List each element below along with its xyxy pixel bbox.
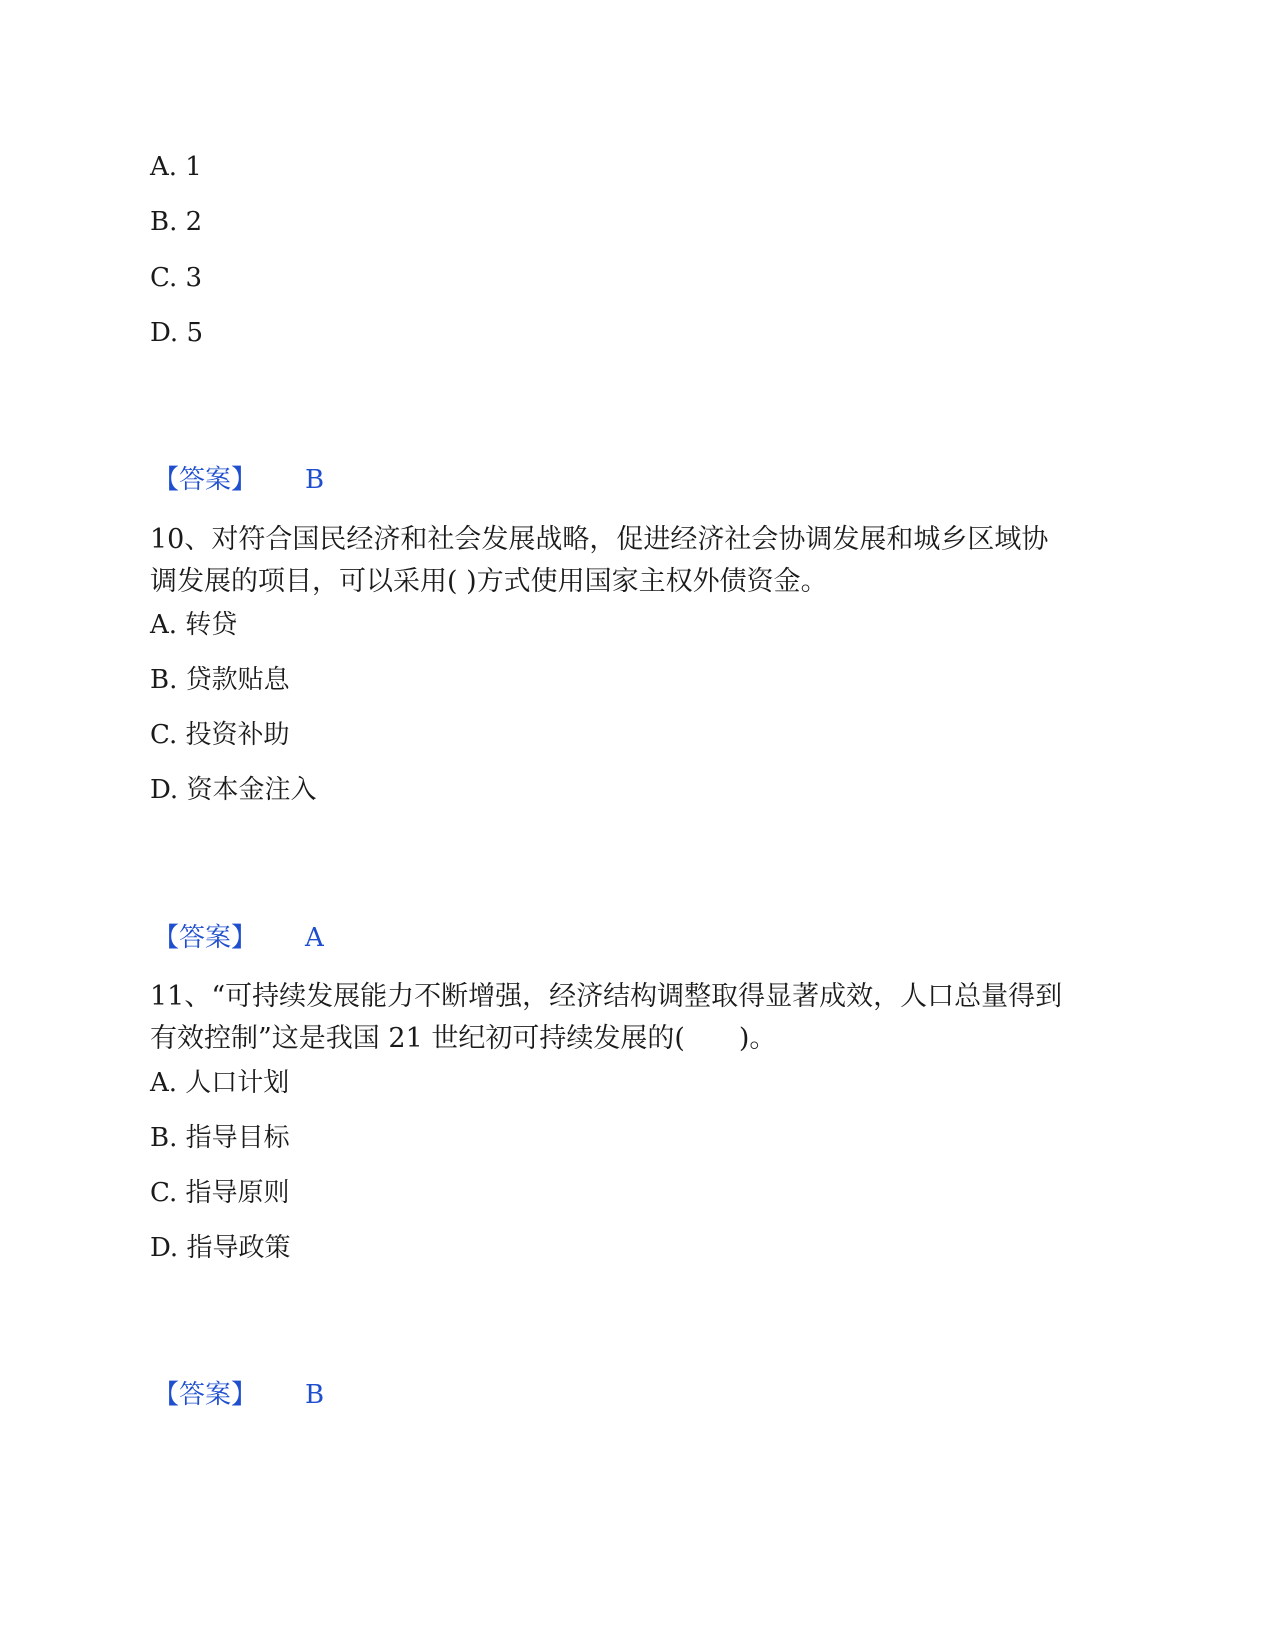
prev-option-d: D. 5 (150, 318, 203, 348)
answer-value: B (305, 1380, 325, 1410)
answer-label: 【答案】 (153, 923, 258, 953)
question-10-line-2: 调发展的项目，可以采用( )方式使用国家主权外债资金。 (150, 566, 828, 597)
q11-option-c: C. 指导原则 (150, 1178, 290, 1208)
prev-option-b: B. 2 (150, 207, 203, 237)
answer-value: B (305, 465, 325, 495)
q10-option-d: D. 资本金注入 (150, 775, 317, 805)
question-11-line-1: 11、“可持续发展能力不断增强，经济结构调整取得显著成效，人口总量得到 (150, 981, 1063, 1012)
q10-option-b: B. 贷款贴息 (150, 665, 290, 695)
q11-option-a: A. 人口计划 (150, 1068, 290, 1098)
question-10-line-1: 10、对符合国民经济和社会发展战略，促进经济社会协调发展和城乡区域协 (150, 524, 1049, 555)
q11-answer (153, 1378, 324, 1412)
question-10-stem (150, 519, 1130, 603)
prev-option-c: C. 3 (150, 263, 203, 293)
prev-answer (153, 463, 324, 497)
question-11-stem (150, 976, 1130, 1060)
question-11-line-2: 有效控制”这是我国 21 世纪初可持续发展的( )。 (150, 1023, 777, 1054)
q11-option-d: D. 指导政策 (150, 1233, 291, 1263)
answer-label: 【答案】 (153, 1380, 258, 1410)
answer-label: 【答案】 (153, 465, 258, 495)
q11-option-b: B. 指导目标 (150, 1123, 290, 1153)
answer-value: A (305, 923, 324, 953)
q10-option-a: A. 转贷 (150, 610, 238, 640)
prev-option-a: A. 1 (150, 152, 202, 182)
q10-option-c: C. 投资补助 (150, 720, 290, 750)
q10-answer (153, 921, 324, 955)
